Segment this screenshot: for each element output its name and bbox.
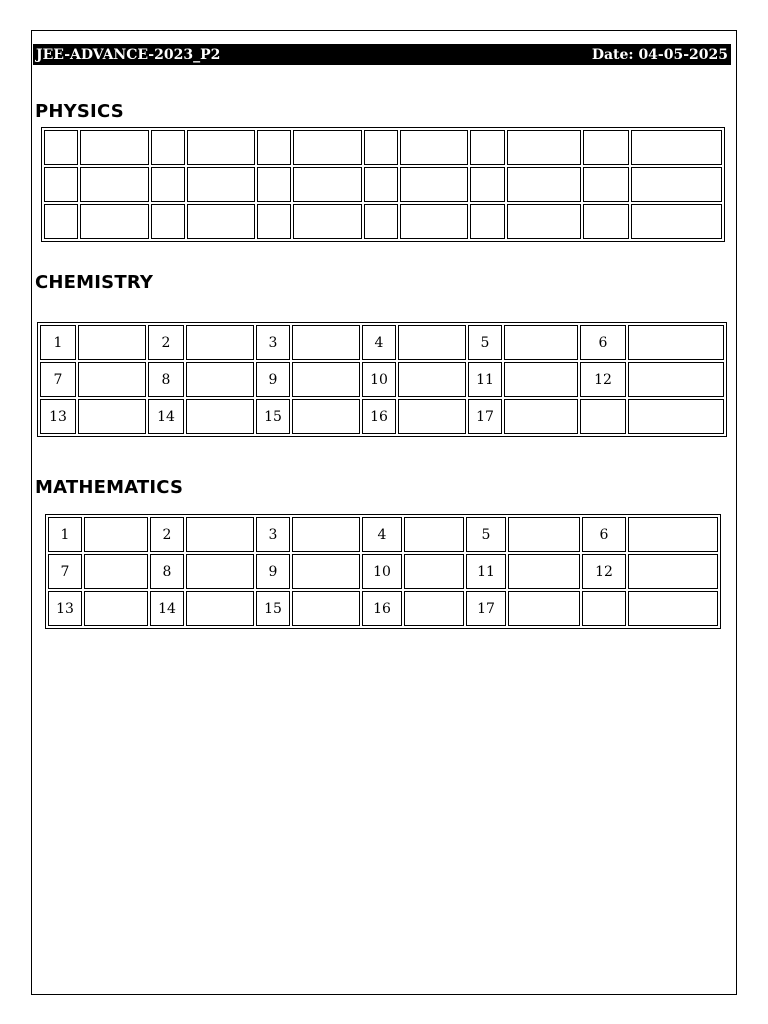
answer-cell[interactable] — [80, 204, 148, 239]
question-number-cell — [364, 204, 398, 239]
answer-cell[interactable] — [507, 204, 581, 239]
answer-cell[interactable] — [80, 167, 148, 202]
question-number-cell: 17 — [466, 591, 506, 626]
question-number-cell: 13 — [48, 591, 82, 626]
question-number-cell — [257, 130, 291, 165]
question-number-cell: 16 — [362, 399, 396, 434]
question-number-cell — [583, 130, 629, 165]
question-number-cell: 1 — [40, 325, 76, 360]
answer-cell[interactable] — [84, 591, 148, 626]
mathematics-answer-grid — [45, 514, 721, 629]
answer-cell[interactable] — [78, 399, 146, 434]
answer-cell[interactable] — [187, 130, 255, 165]
question-number-cell: 3 — [256, 325, 290, 360]
mathematics-row — [48, 554, 718, 589]
question-number-cell: 5 — [466, 517, 506, 552]
answer-cell[interactable] — [404, 591, 464, 626]
answer-cell[interactable] — [398, 325, 466, 360]
question-number-cell: 9 — [256, 554, 290, 589]
question-number-cell — [583, 167, 629, 202]
question-number-cell — [44, 167, 78, 202]
question-number-cell — [257, 167, 291, 202]
answer-cell[interactable] — [80, 130, 148, 165]
question-number-cell — [151, 167, 185, 202]
answer-cell[interactable] — [78, 325, 146, 360]
question-number-cell — [364, 130, 398, 165]
answer-cell[interactable] — [507, 130, 581, 165]
answer-cell[interactable] — [404, 517, 464, 552]
answer-cell[interactable] — [400, 204, 468, 239]
answer-cell[interactable] — [186, 362, 254, 397]
answer-cell[interactable] — [507, 167, 581, 202]
question-number-cell: 11 — [466, 554, 506, 589]
answer-cell[interactable] — [293, 204, 361, 239]
answer-cell[interactable] — [404, 554, 464, 589]
answer-cell[interactable] — [400, 167, 468, 202]
physics-answer-grid — [41, 127, 725, 242]
question-number-cell — [257, 204, 291, 239]
question-number-cell — [580, 399, 626, 434]
question-number-cell: 7 — [40, 362, 76, 397]
answer-cell[interactable] — [628, 517, 718, 552]
question-number-cell: 10 — [362, 554, 402, 589]
question-number-cell — [583, 204, 629, 239]
question-number-cell — [582, 591, 626, 626]
answer-cell[interactable] — [186, 554, 254, 589]
answer-cell[interactable] — [186, 591, 254, 626]
answer-cell[interactable] — [186, 517, 254, 552]
physics-title: PHYSICS — [35, 101, 124, 122]
answer-cell[interactable] — [508, 517, 580, 552]
question-number-cell: 10 — [362, 362, 396, 397]
question-number-cell — [151, 204, 185, 239]
answer-cell[interactable] — [292, 325, 360, 360]
question-number-cell: 6 — [580, 325, 626, 360]
question-number-cell: 5 — [468, 325, 502, 360]
answer-cell[interactable] — [628, 399, 724, 434]
question-number-cell: 15 — [256, 399, 290, 434]
answer-cell[interactable] — [293, 167, 361, 202]
answer-cell[interactable] — [84, 554, 148, 589]
question-number-cell: 6 — [582, 517, 626, 552]
answer-cell[interactable] — [504, 325, 578, 360]
question-number-cell: 4 — [362, 517, 402, 552]
question-number-cell: 15 — [256, 591, 290, 626]
question-number-cell: 12 — [582, 554, 626, 589]
exam-title: JEE-ADVANCE-2023_P2 — [36, 46, 221, 63]
chemistry-answer-grid — [37, 322, 727, 437]
question-number-cell — [470, 130, 504, 165]
question-number-cell: 14 — [148, 399, 184, 434]
answer-cell[interactable] — [292, 517, 360, 552]
question-number-cell: 13 — [40, 399, 76, 434]
chemistry-row — [40, 325, 724, 360]
physics-row — [44, 167, 722, 202]
question-number-cell: 2 — [150, 517, 184, 552]
answer-cell[interactable] — [628, 591, 718, 626]
answer-cell[interactable] — [187, 204, 255, 239]
question-number-cell — [470, 167, 504, 202]
answer-cell[interactable] — [293, 130, 361, 165]
answer-cell[interactable] — [398, 362, 466, 397]
question-number-cell: 12 — [580, 362, 626, 397]
answer-cell[interactable] — [292, 554, 360, 589]
answer-cell[interactable] — [628, 362, 724, 397]
question-number-cell: 14 — [150, 591, 184, 626]
answer-cell[interactable] — [508, 554, 580, 589]
answer-cell[interactable] — [508, 591, 580, 626]
answer-cell[interactable] — [292, 362, 360, 397]
question-number-cell — [364, 167, 398, 202]
question-number-cell — [151, 130, 185, 165]
answer-cell[interactable] — [292, 399, 360, 434]
question-number-cell: 17 — [468, 399, 502, 434]
answer-cell[interactable] — [631, 167, 722, 202]
question-number-cell — [44, 204, 78, 239]
mathematics-row — [48, 517, 718, 552]
answer-cell[interactable] — [400, 130, 468, 165]
header-bar — [33, 44, 731, 65]
question-number-cell: 11 — [468, 362, 502, 397]
physics-row — [44, 204, 722, 239]
question-number-cell — [44, 130, 78, 165]
answer-cell[interactable] — [292, 591, 360, 626]
answer-cell[interactable] — [628, 554, 718, 589]
question-number-cell: 9 — [256, 362, 290, 397]
answer-cell[interactable] — [504, 362, 578, 397]
question-number-cell — [470, 204, 504, 239]
answer-cell[interactable] — [504, 399, 578, 434]
question-number-cell: 7 — [48, 554, 82, 589]
question-number-cell: 2 — [148, 325, 184, 360]
question-number-cell: 4 — [362, 325, 396, 360]
question-number-cell: 16 — [362, 591, 402, 626]
answer-cell[interactable] — [631, 204, 722, 239]
question-number-cell: 1 — [48, 517, 82, 552]
exam-date: Date: 04-05-2025 — [591, 46, 728, 63]
answer-cell[interactable] — [186, 399, 254, 434]
answer-cell[interactable] — [186, 325, 254, 360]
chemistry-row — [40, 399, 724, 434]
answer-cell[interactable] — [398, 399, 466, 434]
chemistry-title: CHEMISTRY — [35, 272, 154, 293]
question-number-cell: 3 — [256, 517, 290, 552]
answer-cell[interactable] — [78, 362, 146, 397]
mathematics-row — [48, 591, 718, 626]
question-number-cell: 8 — [148, 362, 184, 397]
answer-cell[interactable] — [631, 130, 722, 165]
answer-cell[interactable] — [84, 517, 148, 552]
question-number-cell: 8 — [150, 554, 184, 589]
answer-cell[interactable] — [187, 167, 255, 202]
chemistry-row — [40, 362, 724, 397]
answer-cell[interactable] — [628, 325, 724, 360]
physics-row — [44, 130, 722, 165]
mathematics-title: MATHEMATICS — [35, 477, 184, 498]
